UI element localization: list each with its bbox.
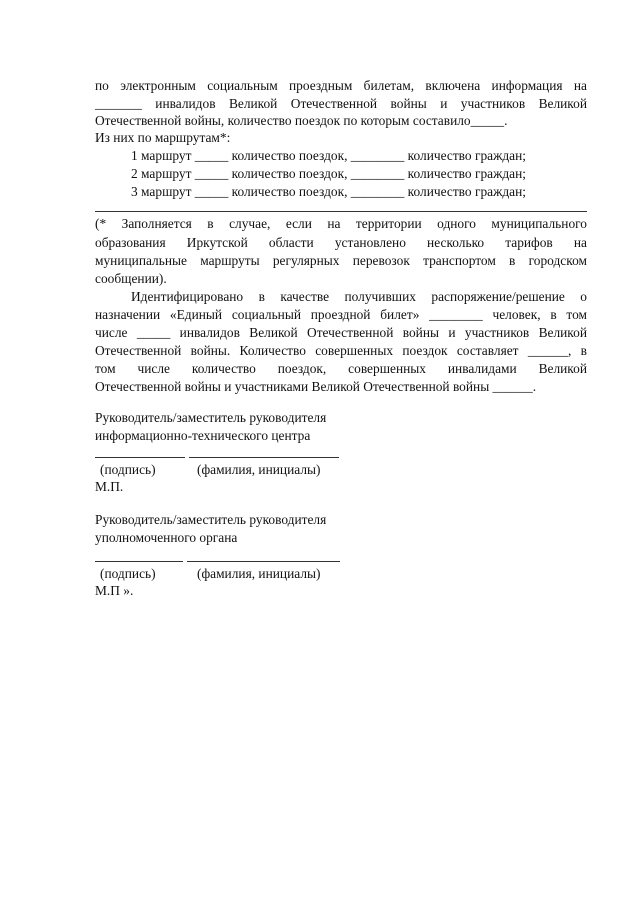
- signature2-sign-label: (подпись): [100, 566, 156, 581]
- signature1-sign-label: (подпись): [100, 462, 156, 477]
- signature2-name-label: (фамилия, инициалы): [197, 566, 321, 581]
- footnote-line-4: сообщении).: [95, 271, 167, 286]
- route-item-2: 2 маршрут _____ количество поездок, ________ количество граждан;: [131, 166, 526, 181]
- signature1-title-line-1: Руководитель/заместитель руководителя: [95, 410, 327, 425]
- identified-line-1: Идентифицировано в качестве получивших распоряжение/решение о: [131, 289, 587, 304]
- route-item-1: 1 маршрут _____ количество поездок, ________ количество граждан;: [131, 148, 526, 163]
- signature2-stamp: М.П ».: [95, 583, 134, 598]
- signature1-stamp: М.П.: [95, 479, 124, 494]
- identified-line-3: числе _____ инвалидов Великой Отечественной войны и участников Великой: [95, 325, 587, 340]
- identified-line-2: назначении «Единый социальный проездной билет» ________ человек, в том: [95, 307, 587, 322]
- routes-heading: Из них по маршрутам*:: [95, 130, 231, 145]
- identified-line-4: Отечественной войны. Количество совершенных поездок составляет ______, в: [95, 343, 587, 358]
- signature1-name-label: (фамилия, инициалы): [197, 462, 321, 477]
- identified-line-5: том числе количество поездок, совершенных инвалидами Великой: [95, 361, 587, 376]
- route-item-3: 3 маршрут _____ количество поездок, ________ количество граждан;: [131, 184, 526, 199]
- signature1-title-line-2: информационно-технического центра: [95, 428, 311, 443]
- intro-line-2: _______ инвалидов Великой Отечественной войны и участников Великой: [95, 96, 587, 111]
- identified-line-6: Отечественной войны и участниками Великой Отечественной войны ______.: [95, 379, 537, 394]
- footnote-line-1: (* Заполняется в случае, если на территории одного муниципального: [95, 216, 587, 231]
- signature1-sign-line: [95, 457, 185, 458]
- signature2-title-line-2: уполномоченного органа: [95, 530, 238, 545]
- footnote-line-2: образования Иркутской области установлено несколько тарифов на: [95, 235, 587, 250]
- intro-line-1: по электронным социальным проездным билетам, включена информация на: [95, 78, 587, 93]
- signature2-sign-line: [95, 561, 183, 562]
- footnote-separator: [95, 211, 587, 212]
- signature2-name-line: [187, 561, 340, 562]
- signature2-title-line-1: Руководитель/заместитель руководителя: [95, 512, 327, 527]
- intro-line-3: Отечественной войны, количество поездок по которым составило_____.: [95, 113, 508, 128]
- signature1-name-line: [189, 457, 339, 458]
- footnote-line-3: муниципальные маршруты регулярных перевозок транспортом в городском: [95, 253, 587, 268]
